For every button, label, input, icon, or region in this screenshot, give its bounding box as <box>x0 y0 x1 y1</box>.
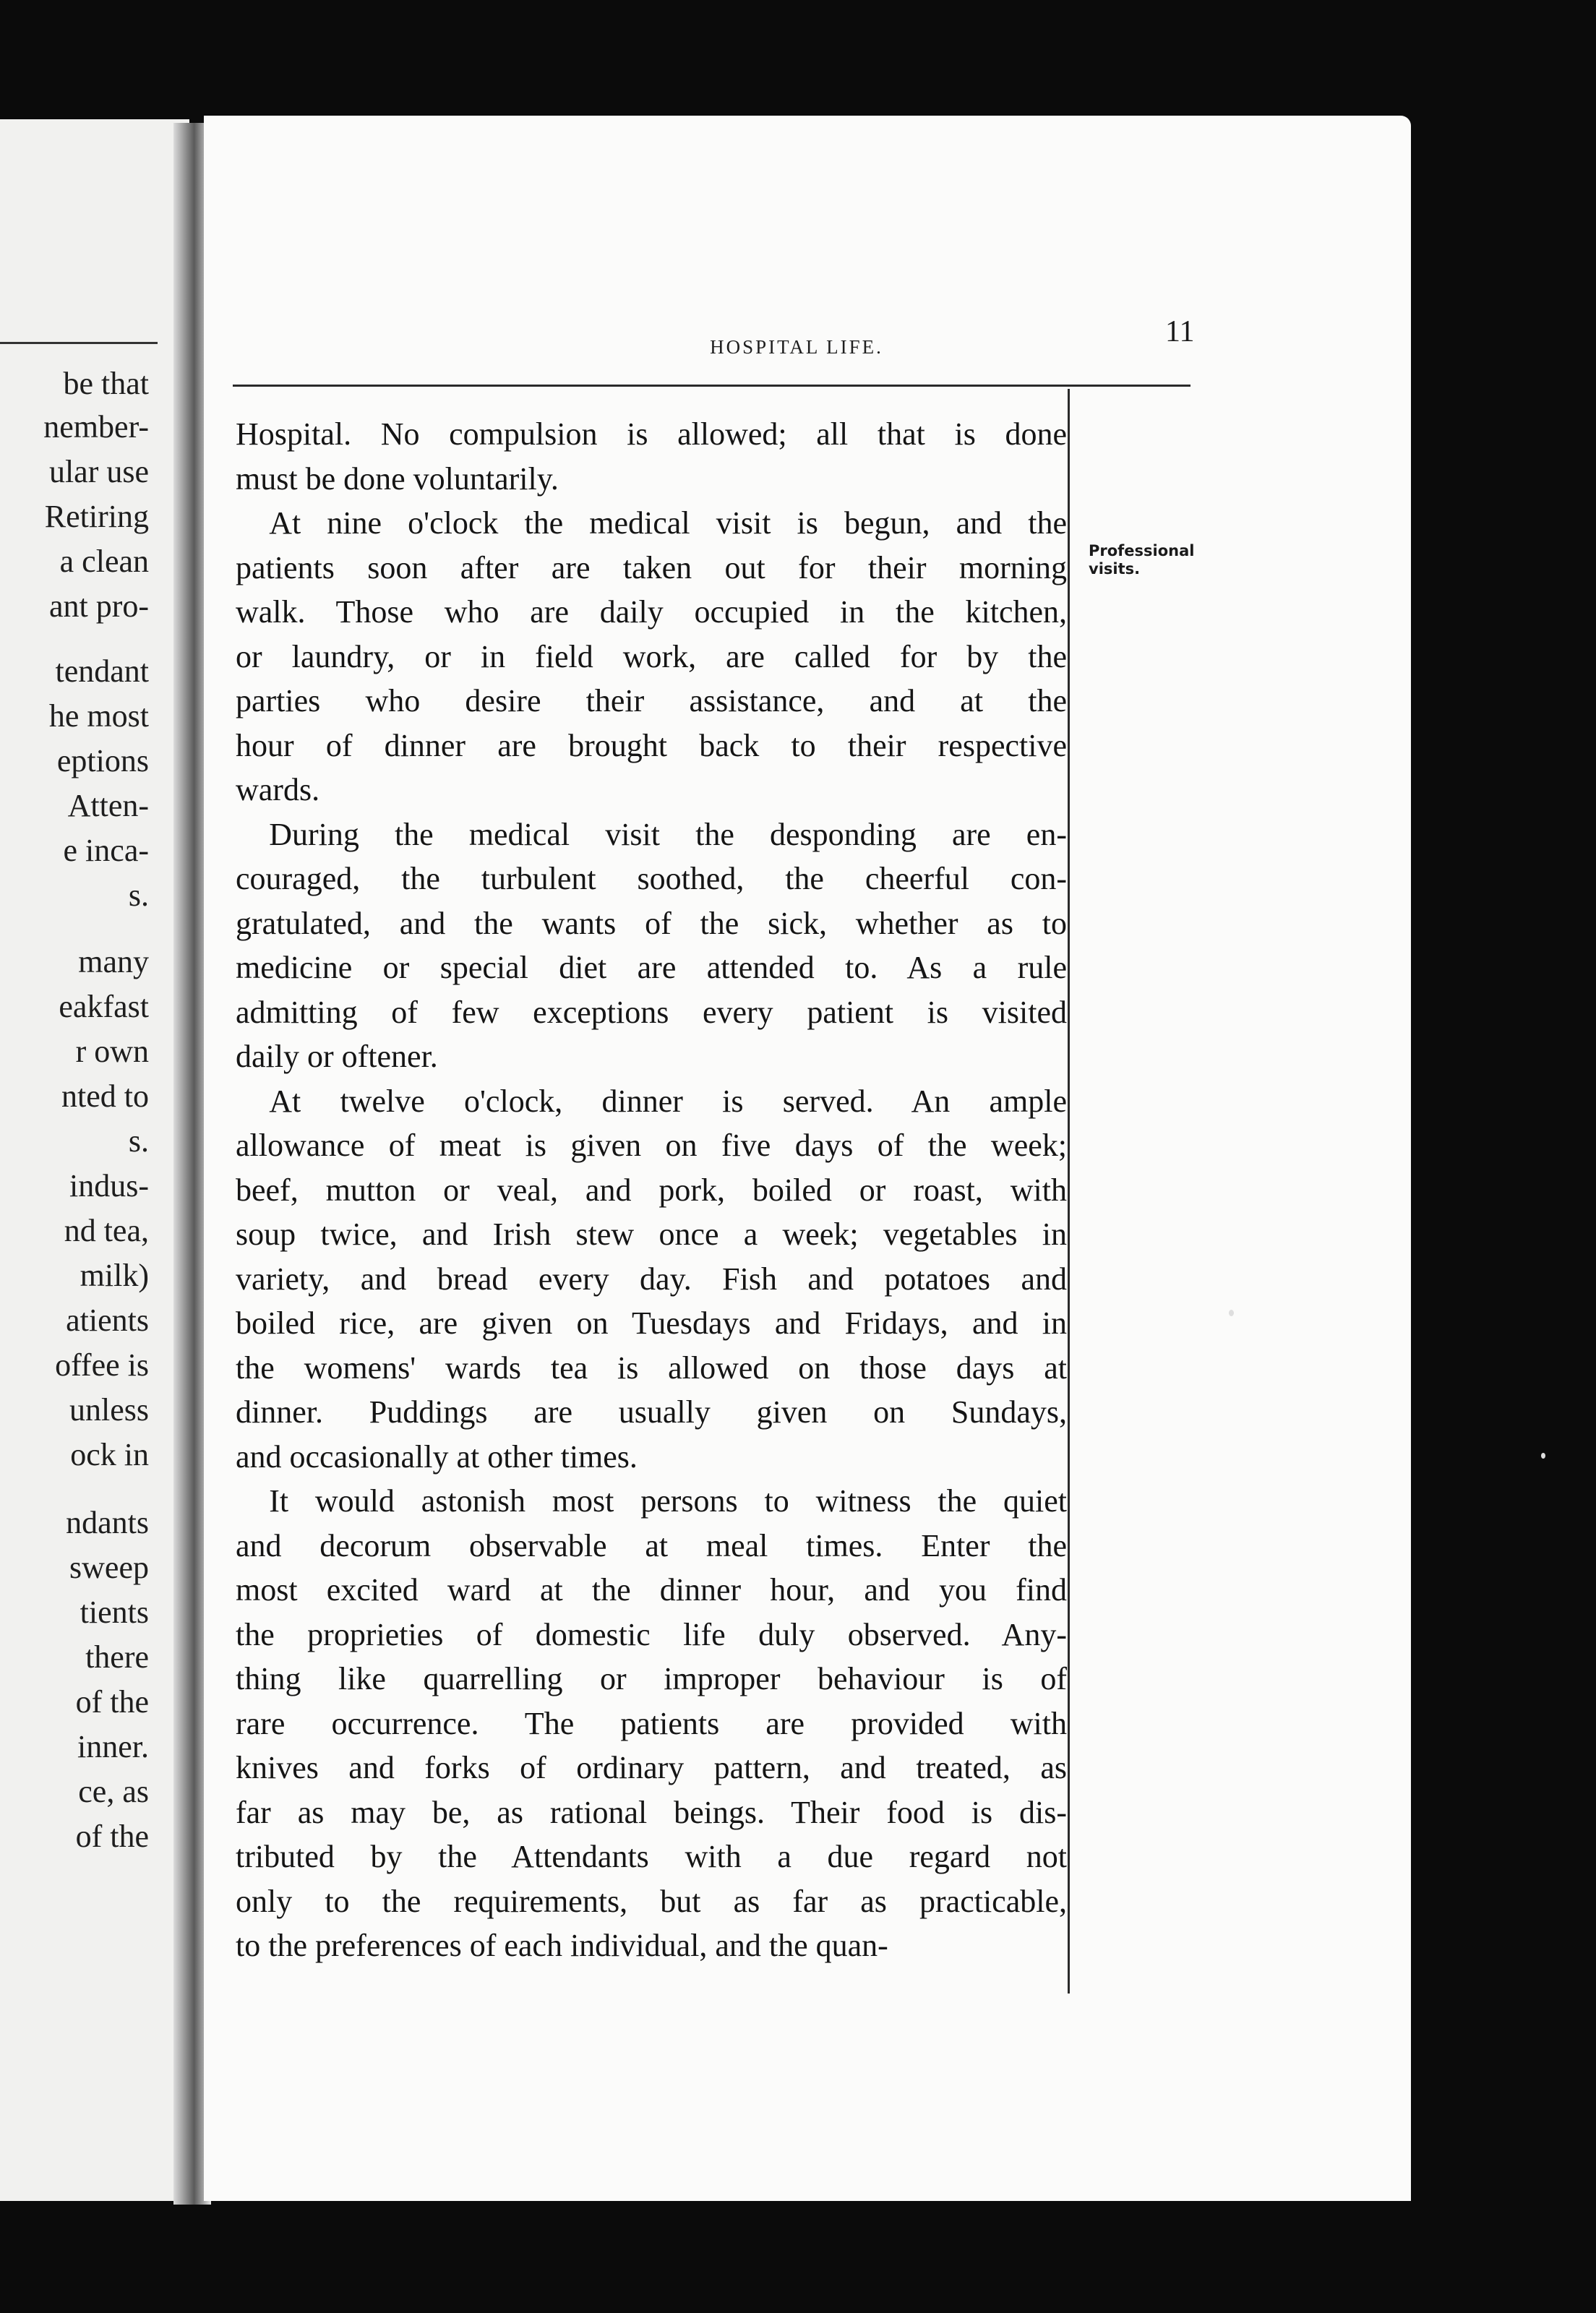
text-line: admitting of few exceptions every patient is visited <box>236 994 1067 1030</box>
text-line: hour of dinner are brought back to their respective <box>236 727 1067 763</box>
left-page-line: tients <box>80 1595 149 1630</box>
left-page-line: s. <box>128 1123 149 1159</box>
text-line: At nine o'clock the medical visit is begun, and the <box>269 505 1067 541</box>
left-page-line: nted to <box>61 1078 149 1114</box>
text-line: and decorum observable at meal times. Enter the <box>236 1527 1067 1563</box>
left-page-line: there <box>85 1639 149 1675</box>
left-page-head-rule <box>0 342 158 344</box>
left-page-line: r own <box>75 1034 149 1069</box>
text-line: patients soon after are taken out for their morning <box>236 549 1067 585</box>
text-line: must be done voluntarily. <box>236 460 559 497</box>
film-speck <box>1229 1310 1234 1316</box>
text-line: beef, mutton or veal, and pork, boiled or roast, with <box>236 1172 1067 1208</box>
text-line: gratulated, and the wants of the sick, whether as to <box>236 905 1067 941</box>
left-page-line: indus- <box>69 1168 149 1203</box>
text-line: dinner. Puddings are usually given on Sundays, <box>236 1394 1067 1430</box>
text-line: During the medical visit the desponding are en- <box>269 816 1067 852</box>
margin-column-rule <box>1068 389 1070 1994</box>
paragraph <box>236 1079 1067 1480</box>
running-head: HOSPITAL LIFE. <box>710 336 883 358</box>
left-page-line: of the <box>75 1684 149 1720</box>
left-page-line: a clean <box>59 544 149 579</box>
left-page-line: ce, as <box>78 1774 149 1809</box>
left-page-line: ant pro- <box>48 588 149 624</box>
paragraph <box>236 812 1067 1079</box>
film-speck <box>1541 1453 1545 1459</box>
text-line: daily or oftener. <box>236 1039 438 1074</box>
left-page-line: eakfast <box>59 989 149 1024</box>
right-page <box>204 116 1411 2201</box>
margin-note-line: Professional <box>1089 542 1195 559</box>
left-page-line: atients <box>66 1303 149 1338</box>
text-line: couraged, the turbulent soothed, the cheerful con- <box>236 861 1067 896</box>
text-line: and occasionally at other times. <box>236 1438 638 1475</box>
margin-note <box>1089 542 1219 578</box>
margin-note-line: visits. <box>1089 560 1141 578</box>
left-page-line: ock in <box>70 1437 149 1472</box>
left-page-line: s. <box>128 877 149 913</box>
text-line: walk. Those who are daily occupied in the kitchen, <box>236 594 1067 630</box>
text-line: medicine or special diet are attended to. As a rule <box>236 950 1067 985</box>
left-page-line: ular use <box>48 454 149 489</box>
left-page-line: offee is <box>55 1347 149 1383</box>
text-line: or laundry, or in field work, are called for by the <box>236 638 1067 674</box>
text-line: boiled rice, are given on Tuesdays and Fridays, and in <box>236 1305 1067 1341</box>
page-number: 11 <box>1165 315 1195 348</box>
body-text <box>236 412 1067 1968</box>
text-line: variety, and bread every day. Fish and potatoes and <box>236 1261 1067 1297</box>
left-page-line: tendant <box>55 653 149 689</box>
left-page-line: be that <box>63 366 149 401</box>
left-page-line: e inca- <box>63 833 149 868</box>
left-page-line: sweep <box>69 1550 149 1585</box>
left-page-line: milk) <box>80 1258 149 1293</box>
text-line: only to the requirements, but as far as practicable, <box>236 1883 1067 1919</box>
text-line: parties who desire their assistance, and at the <box>236 683 1067 718</box>
left-page-line: eptions <box>56 743 149 778</box>
text-line: allowance of meat is given on five days of the week; <box>236 1128 1067 1163</box>
text-line: far as may be, as rational beings. Their food is dis- <box>236 1794 1067 1830</box>
left-page-line: many <box>78 944 149 979</box>
text-line: the womens' wards tea is allowed on those days at <box>236 1349 1067 1386</box>
text-line: wards. <box>236 772 320 807</box>
left-page-fragment <box>0 119 189 2201</box>
text-line: the proprieties of domestic life duly observed. Any- <box>236 1616 1067 1652</box>
left-page-line: nd tea, <box>64 1213 149 1248</box>
left-page-line: of the <box>75 1819 149 1854</box>
text-line: thing like quarrelling or improper behaviour is of <box>236 1661 1067 1696</box>
text-line: most excited ward at the dinner hour, and you find <box>236 1572 1067 1608</box>
left-page-line: Retiring <box>44 499 149 534</box>
paragraph <box>236 412 1067 501</box>
text-line: It would astonish most persons to witness the quiet <box>269 1483 1067 1519</box>
text-line: Hospital. No compulsion is allowed; all that is done <box>236 416 1067 452</box>
left-page-line: Atten- <box>67 788 149 823</box>
left-page-line: unless <box>69 1392 149 1428</box>
left-page-line: inner. <box>77 1729 149 1764</box>
text-line: knives and forks of ordinary pattern, and treated, as <box>236 1750 1067 1785</box>
text-line: to the preferences of each individual, and the quan- <box>236 1928 888 1963</box>
header-rule <box>233 385 1190 387</box>
text-line: At twelve o'clock, dinner is served. An ample <box>269 1083 1067 1119</box>
left-page-line: he most <box>48 698 149 734</box>
left-page-line: ndants <box>66 1505 149 1540</box>
text-line: tributed by the Attendants with a due regard not <box>236 1839 1067 1874</box>
paragraph <box>236 1479 1067 1968</box>
paragraph <box>236 501 1067 812</box>
left-page-line: nember- <box>43 409 149 445</box>
text-line: rare occurrence. The patients are provided with <box>236 1705 1067 1741</box>
text-line: soup twice, and Irish stew once a week; vegetables in <box>236 1216 1067 1252</box>
